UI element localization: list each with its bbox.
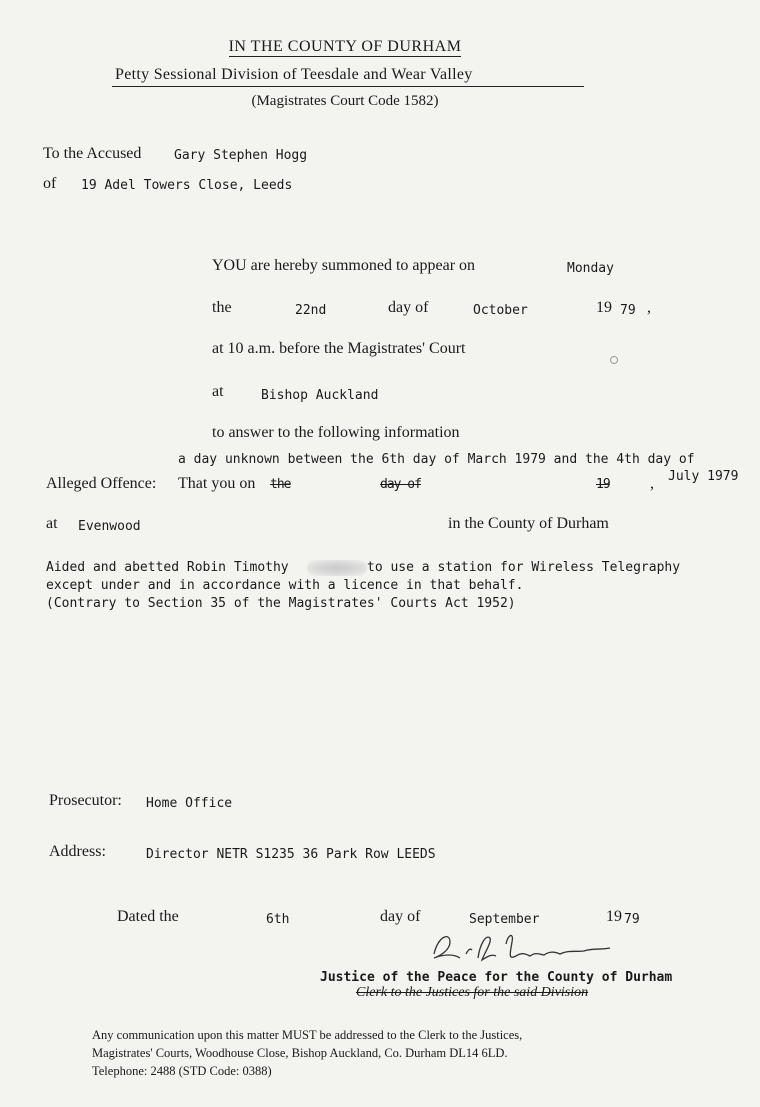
footer-line-1: Any communication upon this matter MUST be addressed to the Clerk to the Justices, <box>92 1028 523 1042</box>
dated-year-suffix: 79 <box>624 912 640 927</box>
appearance-month: October <box>473 303 528 318</box>
footer-line-2: Magistrates' Courts, Woodhouse Close, Bishop Auckland, Co. Durham DL14 6LD. <box>92 1046 508 1060</box>
offence-text-1b: to use a station for Wireless Telegraphy <box>367 560 681 575</box>
dated-month: September <box>469 912 540 927</box>
prosecutor-value: Home Office <box>146 796 233 811</box>
justice-line: Justice of the Peace for the County of Durham <box>320 970 673 985</box>
heading-rule <box>112 86 584 87</box>
summons-line: YOU are hereby summoned to appear on <box>212 257 476 274</box>
footer-notice <box>92 1026 652 1080</box>
offence-county: in the County of Durham <box>448 515 609 532</box>
court-location: Bishop Auckland <box>261 388 379 403</box>
offence-text-2: except under and in accordance with a licence in that behalf. <box>46 578 524 593</box>
offence-comma: , <box>650 475 654 492</box>
the-label: the <box>212 299 232 316</box>
year-comma: , <box>647 299 651 316</box>
year-suffix: 79 <box>620 303 636 318</box>
alleged-offence-label: Alleged Offence: <box>46 475 157 492</box>
place-at-label: at <box>46 515 58 532</box>
appearance-weekday: Monday <box>567 261 614 276</box>
struck-19: 19 <box>596 477 610 492</box>
court-code: (Magistrates Court Code 1582) <box>251 93 439 109</box>
year-prefix: 19 <box>596 299 612 316</box>
at-label: at <box>212 383 224 400</box>
of-label: of <box>43 175 57 192</box>
time-line: at 10 a.m. before the Magistrates' Court <box>212 340 466 357</box>
struck-the: the <box>270 477 291 492</box>
offence-text-3: (Contrary to Section 35 of the Magistrates' Courts Act 1952) <box>46 596 516 611</box>
accused-address: 19 Adel Towers Close, Leeds <box>81 178 293 193</box>
redacted-surname <box>307 560 367 576</box>
dated-year-prefix: 19 <box>606 908 622 925</box>
offence-date-insert: a day unknown between the 6th day of March 1979 and the 4th day of <box>178 452 695 467</box>
prosecutor-address: Director NETR S1235 36 Park Row LEEDS <box>146 847 436 862</box>
that-you-on: That you on <box>178 475 256 492</box>
dated-day-of-label: day of <box>380 908 421 925</box>
accused-name: Gary Stephen Hogg <box>174 148 308 163</box>
struck-clerk-line: Clerk to the Justices for the said Division <box>356 985 589 1000</box>
dated-day: 6th <box>266 912 290 927</box>
offence-date-tail: July 1979 <box>668 469 739 484</box>
answer-line: to answer to the following information <box>212 424 460 441</box>
footer-line-3: Telephone: 2488 (STD Code: 0388) <box>92 1064 272 1078</box>
dated-label: Dated the <box>117 908 179 925</box>
signature <box>420 924 620 970</box>
offence-text-1a: Aided and abetted Robin Timothy <box>46 560 289 575</box>
division-heading: Petty Sessional Division of Teesdale and Wear Valley <box>115 66 473 83</box>
day-of-label: day of <box>388 299 429 316</box>
accused-label: To the Accused <box>43 145 142 162</box>
prosecutor-label: Prosecutor: <box>49 792 122 809</box>
struck-day-of: day of <box>380 477 421 492</box>
county-heading: IN THE COUNTY OF DURHAM <box>228 38 462 55</box>
address-label: Address: <box>49 843 106 860</box>
offence-place: Evenwood <box>78 519 141 534</box>
paper-mark <box>610 356 618 364</box>
appearance-day: 22nd <box>295 303 327 318</box>
